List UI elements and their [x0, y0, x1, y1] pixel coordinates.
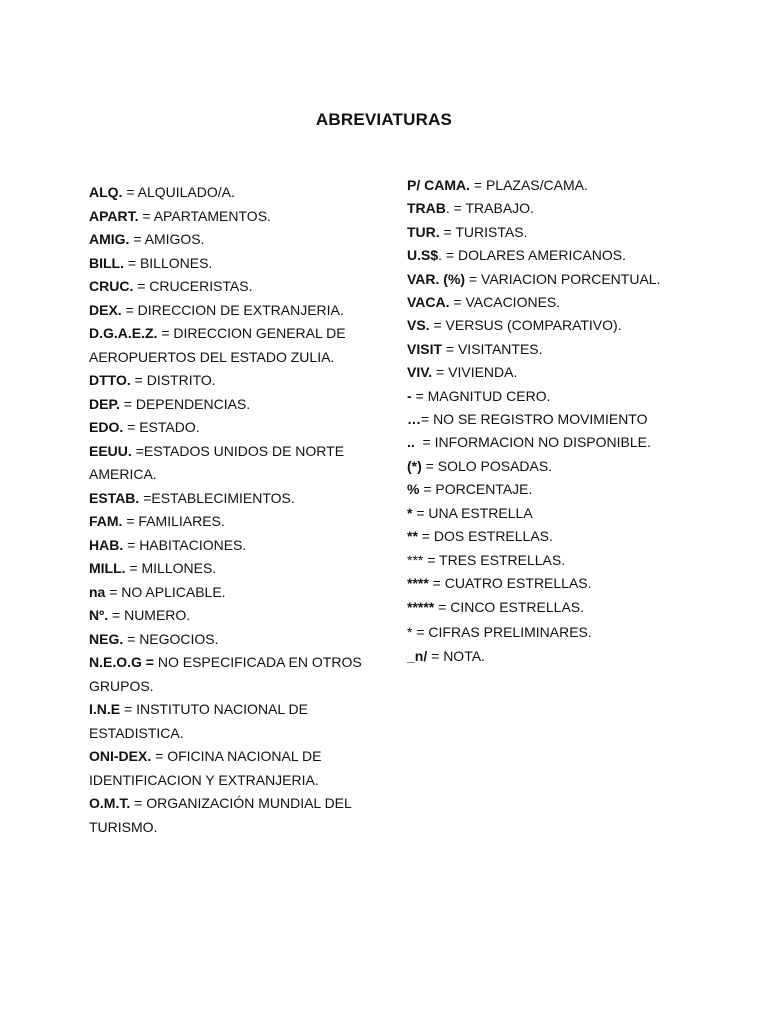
- abbreviation-term: TRAB: [407, 200, 446, 217]
- abbreviation-definition: = VACACIONES.: [449, 294, 561, 311]
- abbreviation-entry: [89, 604, 364, 628]
- abbreviation-definition: = NO APLICABLE.: [105, 583, 226, 600]
- abbreviation-definition: . = DOLARES AMERICANOS.: [438, 247, 627, 264]
- abbreviation-term: I.N.E: [89, 701, 121, 717]
- abbreviation-definition: = VISITANTES.: [442, 340, 543, 357]
- abbreviation-entry: [89, 181, 364, 205]
- abbreviation-definition: NO ESPECIFICADA EN OTROS GRUPOS.: [89, 654, 362, 694]
- abbreviation-term: U.S$: [407, 247, 439, 264]
- abbreviation-entry: [89, 698, 364, 745]
- abbreviation-term: CRUC.: [89, 278, 134, 294]
- abbreviation-term: ALQ.: [89, 184, 123, 200]
- abbreviation-entry: [89, 322, 364, 369]
- abbreviation-definition: = CRUCERISTAS.: [133, 278, 253, 294]
- abbreviation-term: **: [407, 528, 418, 545]
- abbreviation-entry: [407, 596, 707, 619]
- abbreviation-entry: [89, 369, 364, 393]
- abbreviation-term: APART.: [89, 207, 139, 224]
- abbreviation-term: _n/: [407, 648, 428, 665]
- abbreviation-entry: [407, 502, 707, 525]
- abbreviation-definition: = HABITACIONES.: [123, 536, 247, 553]
- abbreviation-term: BILL.: [89, 254, 124, 271]
- abbreviation-definition: = TURISTAS.: [439, 223, 528, 240]
- abbreviation-term: ONI-DEX.: [89, 748, 152, 764]
- abbreviation-entry: [89, 487, 364, 511]
- abbreviation-definition: = NO SE REGISTRO MOVIMIENTO: [421, 411, 648, 428]
- abbreviation-term: VISIT: [407, 340, 443, 357]
- abbreviation-entry: [407, 385, 707, 408]
- abbreviation-term: *****: [407, 599, 435, 616]
- abbreviation-entry: [407, 174, 707, 197]
- abbreviation-entry: [407, 291, 707, 314]
- abbreviation-entry: [89, 252, 364, 276]
- abbreviation-definition: = PLAZAS/CAMA.: [470, 177, 588, 193]
- abbreviation-definition: = PORCENTAJE.: [419, 481, 533, 498]
- abbreviation-definition: = DIRECCION DE EXTRANJERIA.: [121, 301, 344, 318]
- abbreviation-definition: . = TRABAJO.: [445, 200, 534, 217]
- abbreviation-definition: = NUMERO.: [108, 607, 191, 623]
- abbreviation-term: VAR. (%): [407, 270, 466, 287]
- abbreviation-definition: =ESTADOS UNIDOS DE NORTE AMERICA.: [89, 442, 345, 482]
- abbreviation-definition: = DISTRITO.: [130, 372, 216, 388]
- abbreviation-definition: = VIVIENDA.: [432, 364, 518, 381]
- abbreviation-entry: [407, 361, 707, 384]
- abbreviation-entry: [407, 197, 707, 220]
- abbreviation-entry: [89, 557, 364, 581]
- abbreviation-definition: *** = TRES ESTRELLAS.: [407, 551, 566, 568]
- abbreviation-term: *: [407, 504, 413, 521]
- abbreviation-term: EDO.: [89, 419, 124, 435]
- abbreviation-term: -: [407, 387, 412, 404]
- abbreviation-definition: = MAGNITUD CERO.: [411, 387, 551, 404]
- abbreviation-entry: [89, 581, 364, 605]
- abbreviation-definition: = VERSUS (COMPARATIVO).: [429, 317, 622, 334]
- abbreviation-definition: = NEGOCIOS.: [123, 630, 219, 647]
- abbreviation-term: ..: [407, 434, 415, 451]
- abbreviation-term: O.M.T.: [89, 795, 131, 811]
- abbreviation-entry: [407, 525, 707, 548]
- abbreviation-term: VACA.: [407, 294, 450, 311]
- abbreviation-entry: [89, 510, 364, 534]
- abbreviations-right-column: [407, 174, 707, 669]
- abbreviation-definition: = DIRECCION GENERAL DE AEROPUERTOS DEL ESTADO ZULIA.: [89, 325, 346, 365]
- abbreviation-entry: [407, 572, 707, 595]
- abbreviation-definition: = FAMILIARES.: [122, 513, 225, 529]
- abbreviations-left-column: [89, 181, 364, 839]
- abbreviation-definition: = DEPENDENCIAS.: [119, 395, 251, 412]
- abbreviation-term: N.E.O.G =: [89, 654, 154, 670]
- abbreviation-definition: = APARTAMENTOS.: [138, 207, 271, 224]
- abbreviation-term: na: [89, 583, 106, 600]
- abbreviation-definition: =ESTABLECIMIENTOS.: [139, 489, 295, 506]
- abbreviation-term: EEUU.: [89, 442, 132, 459]
- abbreviation-definition: = OFICINA NACIONAL DE IDENTIFICACION Y EXTRANJERIA.: [89, 748, 322, 788]
- abbreviation-entry: [89, 393, 364, 417]
- abbreviation-term: MILL.: [89, 560, 126, 576]
- abbreviation-term: FAM.: [89, 513, 123, 529]
- abbreviation-definition: = CUATRO ESTRELLAS.: [428, 574, 592, 591]
- abbreviation-entry: [407, 338, 707, 361]
- abbreviation-term: ESTAB.: [89, 489, 140, 506]
- abbreviation-entry: [89, 416, 364, 440]
- abbreviation-entry: [89, 440, 364, 487]
- abbreviation-entry: [407, 645, 707, 668]
- abbreviation-entry: [407, 431, 707, 454]
- abbreviation-term: DTTO.: [89, 372, 131, 388]
- abbreviation-term: …: [407, 411, 421, 428]
- page-title: ABREVIATURAS: [315, 110, 453, 129]
- abbreviation-term: P/ CAMA.: [407, 177, 470, 193]
- abbreviation-term: VS.: [407, 317, 430, 334]
- abbreviation-entry: [89, 651, 364, 698]
- abbreviation-term: D.G.A.E.Z.: [89, 325, 158, 341]
- abbreviation-term: AMIG.: [89, 231, 130, 247]
- abbreviation-term: (*): [407, 457, 422, 474]
- abbreviation-definition: = ORGANIZACIÓN MUNDIAL DEL TURISMO.: [89, 795, 352, 835]
- abbreviation-term: DEP.: [89, 395, 120, 412]
- abbreviation-entry: [89, 228, 364, 252]
- abbreviation-entry: [89, 628, 364, 652]
- abbreviation-definition: = ALQUILADO/A.: [122, 184, 235, 200]
- abbreviation-entry: [407, 621, 707, 644]
- abbreviation-entry: [407, 408, 707, 431]
- abbreviation-definition: * = CIFRAS PRELIMINARES.: [407, 623, 592, 640]
- abbreviation-entry: [89, 299, 364, 323]
- abbreviation-definition: = INSTITUTO NACIONAL DE ESTADISTICA.: [89, 701, 308, 741]
- abbreviation-entry: [407, 314, 707, 337]
- abbreviation-entry: [89, 275, 364, 299]
- abbreviation-entry: [407, 455, 707, 478]
- abbreviation-definition: = INFORMACION NO DISPONIBLE.: [414, 434, 651, 451]
- abbreviation-term: VIV.: [407, 364, 433, 381]
- abbreviation-definition: = SOLO POSADAS.: [421, 457, 553, 474]
- abbreviation-definition: = ESTADO.: [123, 419, 200, 435]
- abbreviation-term: TUR.: [407, 223, 440, 240]
- abbreviation-term: NEG.: [89, 630, 124, 647]
- abbreviation-definition: = MILLONES.: [125, 560, 217, 576]
- abbreviation-entry: [407, 268, 707, 291]
- abbreviation-entry: [89, 205, 364, 229]
- abbreviation-entry: [407, 221, 707, 244]
- abbreviation-definition: = NOTA.: [427, 648, 485, 665]
- abbreviation-term: HAB.: [89, 536, 124, 553]
- abbreviation-definition: = CINCO ESTRELLAS.: [434, 599, 585, 616]
- abbreviation-definition: = UNA ESTRELLA: [412, 504, 533, 521]
- abbreviation-term: Nº.: [89, 607, 109, 623]
- abbreviation-entry: [89, 745, 364, 792]
- abbreviation-entry: [407, 478, 707, 501]
- abbreviation-entry: [407, 244, 707, 267]
- abbreviation-entry: [89, 534, 364, 558]
- abbreviation-entry: [407, 549, 707, 572]
- abbreviation-entry: [89, 792, 364, 839]
- abbreviation-term: DEX.: [89, 301, 122, 318]
- abbreviation-definition: = DOS ESTRELLAS.: [417, 528, 553, 545]
- abbreviation-term: ****: [407, 574, 429, 591]
- abbreviation-definition: = AMIGOS.: [129, 231, 205, 247]
- abbreviation-definition: = VARIACION PORCENTUAL.: [465, 270, 661, 287]
- abbreviation-definition: = BILLONES.: [124, 254, 213, 271]
- abbreviation-term: %: [407, 481, 420, 498]
